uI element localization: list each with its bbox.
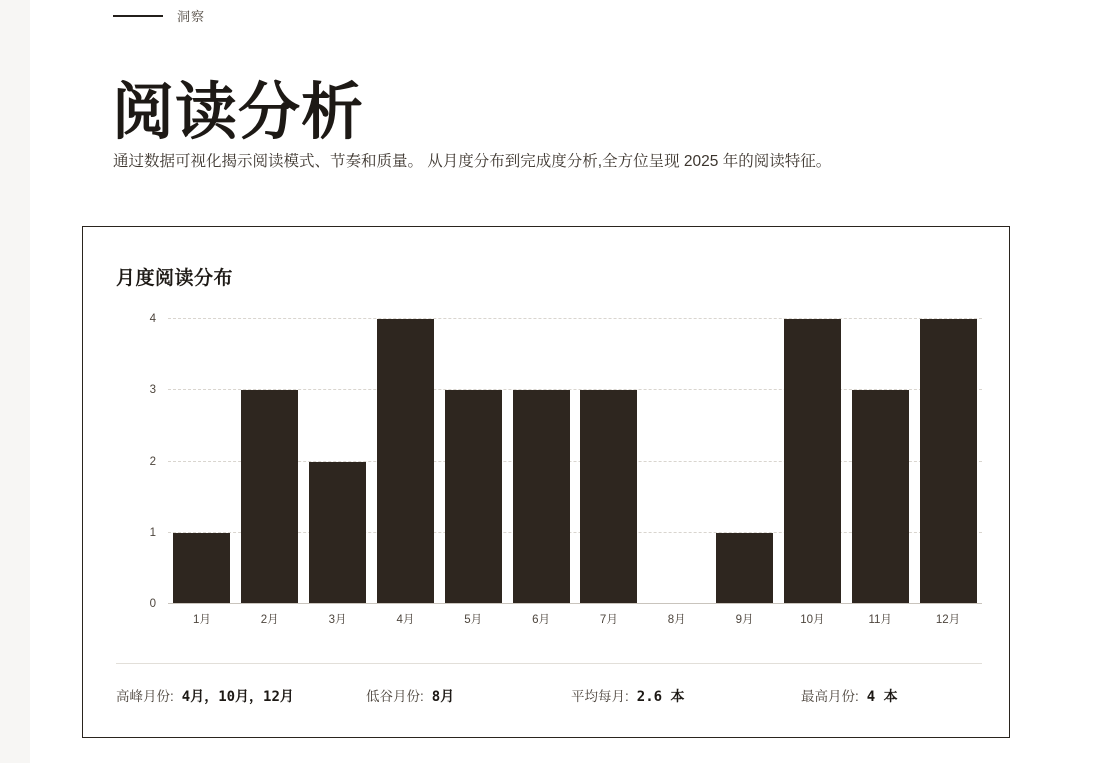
chart-x-tick-label: 8月 — [667, 614, 686, 626]
summary-stat — [116, 685, 366, 706]
chart-bar[interactable] — [920, 319, 977, 604]
chart-bars — [168, 319, 982, 604]
chart-bar-slot — [643, 319, 711, 604]
summary-stat — [571, 685, 801, 706]
chart-bar[interactable] — [377, 319, 434, 604]
chart-x-tick-label: 3月 — [328, 614, 347, 626]
summary-stat-value: 4月，10月，12月 — [181, 689, 294, 705]
chart-bar[interactable] — [309, 462, 366, 605]
chart-bar-slot — [575, 319, 643, 604]
monthly-distribution-card — [82, 226, 1010, 738]
chart-y-tick-label: 1 — [149, 526, 156, 539]
card-title: 月度阅读分布 — [116, 268, 234, 289]
summary-stat-label: 低谷月份: — [366, 689, 424, 704]
chart-x-tick-label: 5月 — [464, 614, 483, 626]
chart-x-tick-label: 11月 — [868, 614, 892, 626]
chart-x-tick-labels — [168, 611, 982, 627]
summary-stat — [366, 685, 571, 706]
chart-plot-area — [149, 313, 982, 610]
chart-bar[interactable] — [241, 390, 298, 604]
chart-bar[interactable] — [580, 390, 637, 604]
chart-bar-slot — [846, 319, 914, 604]
eyebrow — [113, 6, 205, 25]
summary-stat-value: 4 本 — [866, 689, 898, 705]
summary-stats — [116, 685, 982, 706]
chart-bar[interactable] — [852, 390, 909, 604]
chart-y-tick-label: 3 — [149, 384, 156, 397]
chart-x-tick-label: 12月 — [935, 614, 961, 626]
chart-y-tick-label: 4 — [149, 313, 156, 325]
summary-stat — [801, 685, 898, 706]
summary-stat-label: 平均每月: — [571, 689, 629, 704]
page-title: 阅读分析 — [112, 77, 365, 147]
eyebrow-label: 洞察 — [177, 9, 206, 24]
chart-x-tick-label: 1月 — [192, 614, 211, 626]
summary-stat-label: 高峰月份: — [116, 689, 174, 704]
chart-y-tick-label: 2 — [149, 455, 156, 468]
chart-bar-slot — [168, 319, 236, 604]
chart-bar-slot — [507, 319, 575, 604]
chart-bar[interactable] — [173, 533, 230, 604]
chart-bar[interactable] — [445, 390, 502, 604]
chart-x-tick-label: 6月 — [532, 614, 550, 626]
eyebrow-rule-icon — [113, 15, 163, 17]
chart-bar-slot — [371, 319, 439, 604]
chart-x-tick-label: 10月 — [800, 614, 825, 626]
chart-bar[interactable] — [716, 533, 773, 604]
chart-bar-slot — [439, 319, 507, 604]
chart-bar-slot — [914, 319, 982, 604]
card-divider — [116, 663, 982, 664]
summary-stat-value: 8月 — [431, 689, 455, 705]
summary-stat-value: 2.6 本 — [636, 689, 685, 705]
chart-x-tick-label: 9月 — [735, 614, 754, 626]
left-rail — [0, 0, 31, 763]
summary-stat-label: 最高月份: — [801, 689, 859, 704]
chart-bar-slot — [304, 319, 372, 604]
page-subtitle: 通过数据可视化揭示阅读模式、节奏和质量。 从月度分布到完成度分析,全方位呈现 2025 年的阅读特征。 — [113, 152, 832, 170]
chart-bar-slot — [778, 319, 846, 604]
chart-bar-slot — [711, 319, 779, 604]
chart-x-axis — [168, 603, 982, 604]
chart-x-tick-label: 2月 — [260, 614, 279, 626]
chart-y-tick-label: 0 — [149, 598, 156, 610]
bar-chart — [116, 311, 982, 629]
chart-x-tick-label: 7月 — [599, 614, 618, 626]
chart-x-tick-label: 4月 — [396, 614, 415, 626]
chart-bar[interactable] — [784, 319, 841, 604]
page-container — [30, 0, 1095, 763]
chart-bar[interactable] — [513, 390, 570, 604]
chart-bar-slot — [236, 319, 304, 604]
